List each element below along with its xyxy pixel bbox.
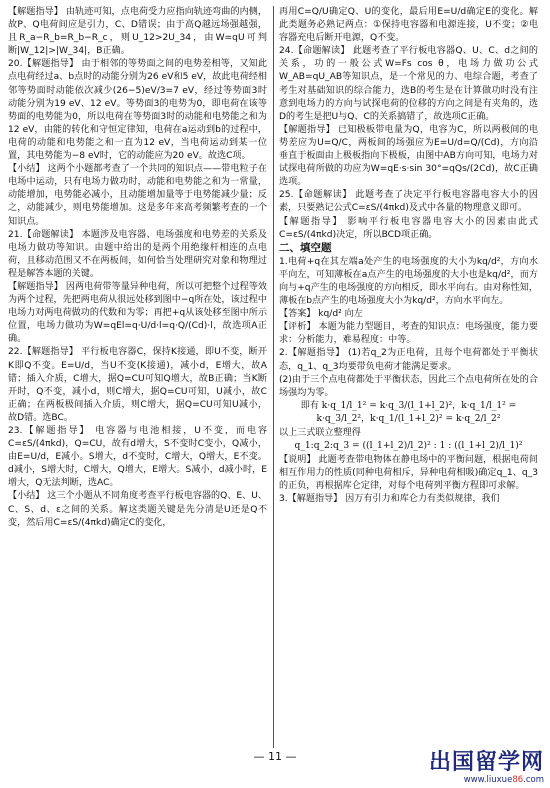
paragraph-23-summary: 【小结】 这三个小题从不同角度考查平行板电容器的Q、E、U、C、S、d、ε之间的关系。解这类题关键是先分清是U还是Q不变，然后用C=εS/(4πkd)确定C的变化， <box>8 491 267 528</box>
paragraph-fill-1-comment: 【评析】 本题为能力型题目，考查的知识点：电场强度，能力要求：分析能力，难易程度：中等。 <box>279 322 538 346</box>
paragraph-fill-3-guide: 3.【解题指导】 因万有引力和库仑力有类似规律，我们 <box>279 494 500 505</box>
paragraph-fill-2-note: 【说明】 此题考查带电物体在静电场中的平衡问题，根据电荷间相互作用力的性质(同种电荷相斥，异种电荷相吸)确定q_1、q_3的正负，再根据库仑定律，对每个电荷列平衡方程即可求解。 <box>279 455 538 492</box>
paragraph-25-guide: 【解题指导】 影响平行板电容器电容大小的因素由此式C=εS/(4πkd)决定，所以BCD项正确。 <box>279 216 538 240</box>
column-divider <box>273 6 274 748</box>
paragraph-22-guide: 22.【解题指导】 平行板电容器C，保持K接通，即U不变，断开K即Q不变。E=U/d，当U不变(K接通)，减小d，E增大，故A错；插入介质，C增大，据Q=CU可知Q增大，故B正确；当K断开时，Q不变，减小d，则C增大，据Q=CU可知，U减小，故C正确；在两板极间插入介质，则C增大，据Q=CU可知U减小，故D错。选BC。 <box>8 347 267 423</box>
watermark-url-accent: 86 <box>512 775 524 785</box>
watermark-url-suffix: .com <box>523 775 544 785</box>
answer-page <box>8 6 542 746</box>
formula-equilibrium: 即有 k·q_1/l_1² = k·q_3/(l_1+l_2)²，k·q_1/l_1² = k·q_3/l_2²，k·q_1/(l_1+l_2)² = k·q_2/l_2² <box>300 400 517 424</box>
site-watermark-logo <box>404 751 544 785</box>
paragraph-23-continued: 再用C=Q/U确定Q、U的变化，最后用E=U/d确定E的变化。解此类题务必熟记两点：①保持电容器和电源连接，U不变；②电容器充电后断开电源，Q不变。 <box>279 7 538 44</box>
section-heading-fill-in: 二、填空题 <box>279 241 332 254</box>
page-number: — 11 — <box>253 750 297 763</box>
right-column <box>279 6 538 507</box>
paragraph-23-guide: 23.【解题指导】 电容器与电池相接，U不变，而电容C=εS/(4πkd)，Q=CU，故有d增大，S不变时C变小，Q减小，由E=U/d，E减小。S增大，d不变时，C增大，Q增大，E不变。d减小，S增大时，C增大，Q增大，E增大。S减小，d减小时，E增大，Q无法判断，选AC。 <box>8 426 267 489</box>
paragraph-19-guide: 【解题指导】 由轨迹可知，点电荷受力应指向轨迹弯曲的内侧，故P、Q电荷间应是引力，C、D错误；由于高Q越远场强越强，且R_a−R_b=R_b−R_c，则U_12>2U_34，由W=qU可判断|W_12|>|W_34|，B正确。 <box>8 7 267 57</box>
watermark-main-text: 出国留学网 <box>428 750 544 775</box>
paragraph-21-guide: 【解题指导】 因两电荷带等量异种电荷，所以可把整个过程等效为两个过程，先把两电荷从很远处移到图中−q所在处，该过程中电场力对两电荷做功的代数和为零；再把+q从该处移至图中所示位置，电场力做功为W=qEl=q·U/d·l=q·Q/(Cd)·l，故选项A正确。 <box>8 281 267 345</box>
watermark-url <box>404 775 544 785</box>
paragraph-fill-2-combine: 以上三式联立整理得 <box>279 428 361 438</box>
watermark-url-prefix: www.liuxue <box>463 775 513 785</box>
paragraph-20-summary: 【小结】 这两个小题都考查了一个共同的知识点——带电粒子在电场中运动，只有电场力做功时，动能和电势能之和为一常量，动能增加，电势能必减小，且动能增加量等于电势能减少量；反之，动能减少，则电势能增加。这是多年来高考频繁考查的一个知识点。 <box>8 164 267 227</box>
paragraph-25-reading: 25.【命题解读】 此题考查了决定平行板电容器电容大小的因素，只要熟记公式C=εS/(4πkd)及式中各量的物理意义即可。 <box>279 190 538 214</box>
paragraph-fill-2-part2: (2)由于三个点电荷都处于平衡状态，因此三个点电荷所在处的合场强均为零。 <box>279 374 538 398</box>
paragraph-fill-2-guide: 2.【解题指导】 (1)若q_2为正电荷，且每个电荷都处于平衡状态，q_1、q_3均要带负电荷才能满足要求。 <box>279 348 538 372</box>
left-column <box>8 6 267 530</box>
paragraph-fill-1: 1.电荷+q在其左端a处产生的电场强度的大小为kq/d²，方向水平向左，可知薄板在a点产生的电场强度的大小也是kq/d²，而方向与+q产生的电场强度的方向相反，即水平向右。由对称性知，薄板在b点产生的电场强度大小为kq/d²，方向水平向左。 <box>279 256 538 307</box>
paragraph-20-guide: 20.【解题指导】 由于相邻的等势面之间的电势差相等，又知此点电荷经过a、b点时的动能分别为26 eV和5 eV，故此电荷经相邻等势面时动能依次减少(26−5)eV/3=7 eV，经过等势面3时动能分别为19 eV、12 eV。等势面3的电势为0，即电荷在该等势面的电势能为0，所以电荷在等势面3时的动能和电势能之和为12 eV，由能的转化和守恒定律知，电荷在a运动到b的过程中，电荷的动能和电势能之和一直为12 eV，当电荷运动到某一位置，其电势能为−8 eV时，它的动能应为20 eV。故选C项。 <box>8 59 267 162</box>
paragraph-24-reading: 24.【命题解读】 此题考查了平行板电容器Q、U、C、d之间的关系，功的一般公式W=Fs cos θ，电场力做功公式W_AB=qU_AB等知识点，是一个常见的力、电综合题，考查了考生对基础知识的综合能力，选B的考生是在计算做功时没有注意到电场力的方向与试探电荷的位移的方向之间是有夹角的，选D的考生是把U与Q、C的关系搞错了，故选项C正确。 <box>279 46 538 122</box>
paragraph-24-guide: 【解题指导】 已知极板带电量为Q，电容为C，所以两极间的电势差应为U=Q/C，两板间的场强应为E=U/d=Q/(Cd)，方向沿垂直于板面由上极板指向下极板，由图中AB方向可知，电场力对试探电荷所做的功应为W=qE·s·sin 30°=qQs/(2Cd)，故C正确选项。 <box>279 124 538 188</box>
paragraph-fill-1-answer: 【答案】 kq/d² 向左 <box>279 309 363 320</box>
paragraph-21-reading: 21.【命题解读】 本题涉及电容器、电场强度和电势差的关系及电场力做功等知识。由题中给出的是两个用绝缘杆相连的点电荷，且移动范围又不在两板间，如何恰当处理研究对象和物理过程是解答本题的关键。 <box>8 229 267 279</box>
formula-charge-ratio: q_1:q_2:q_3 = ((l_1+l_2)/l_2)² : 1 : ((l_1+l_2)/l_1)² <box>294 441 523 452</box>
